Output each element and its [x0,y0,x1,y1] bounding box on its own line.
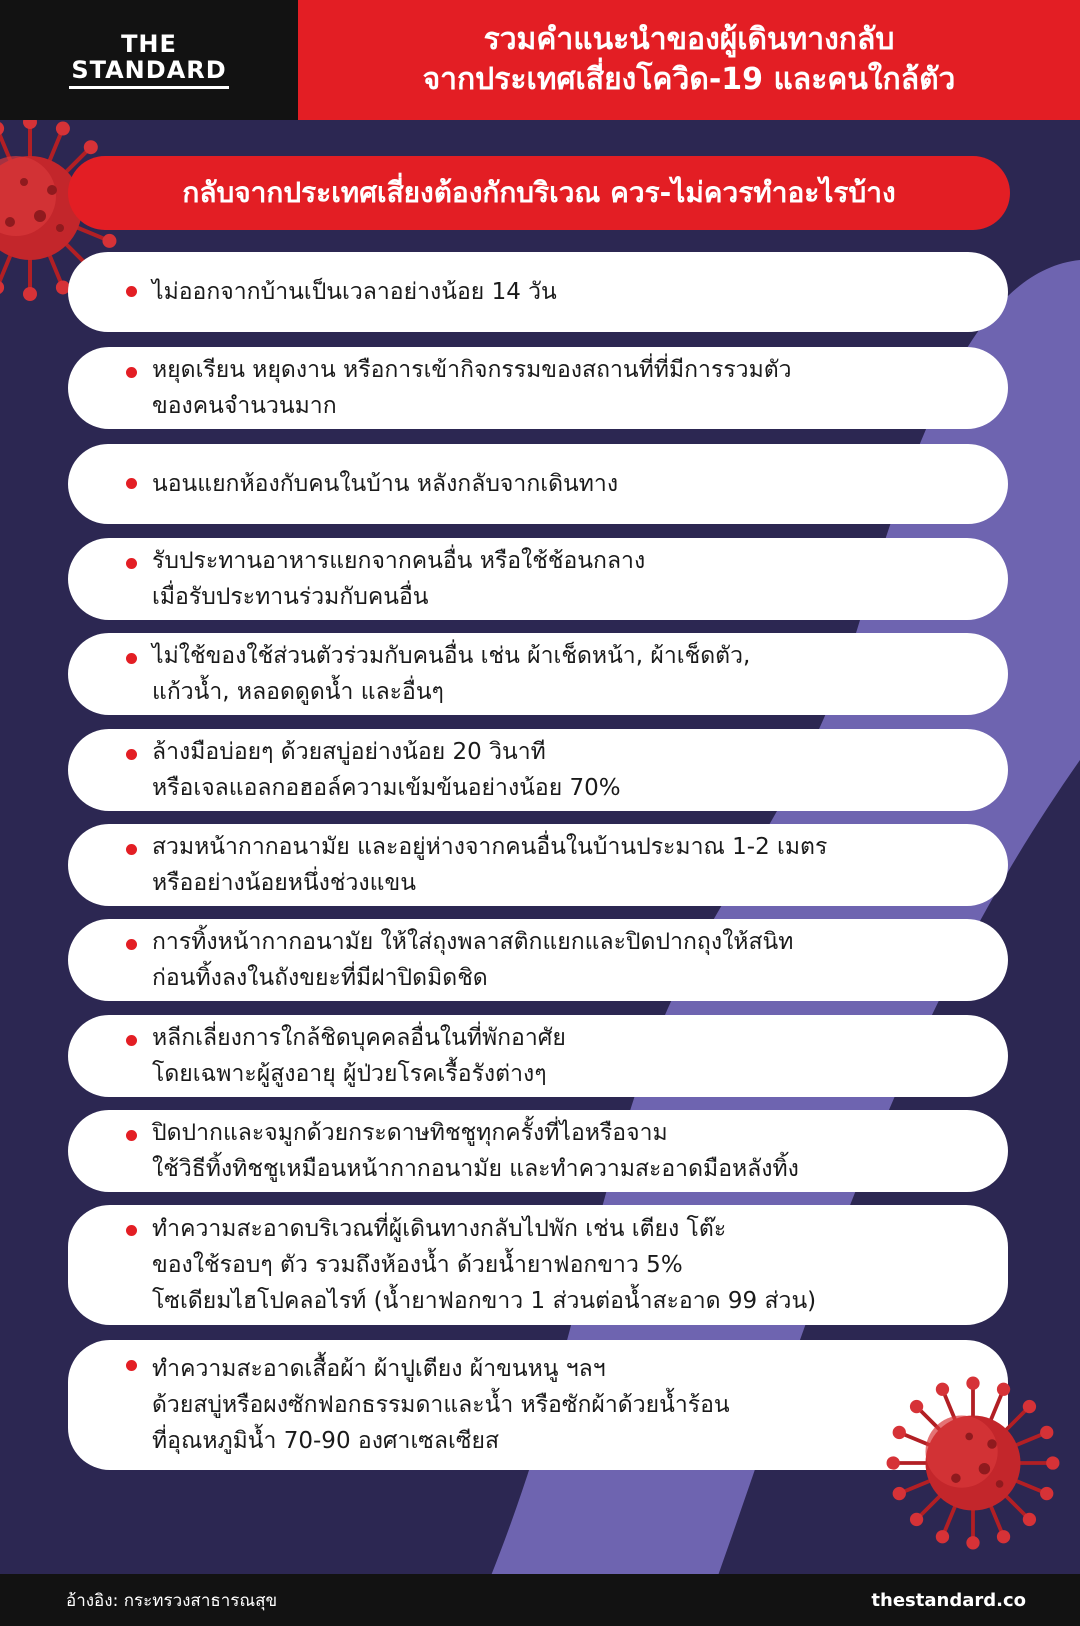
logo-line-standard: STANDARD [71,56,227,84]
list-item-text [152,829,827,901]
bullet-dot-icon [126,1035,137,1046]
list-item [68,538,1008,620]
list-item-line: ของคนจำนวนมาก [152,393,337,419]
list-item [68,633,1008,715]
list-item [68,729,1008,811]
list-item [68,824,1008,906]
list-item [68,347,1008,429]
list-item [68,444,1008,524]
title-line-1: รวมคำแนะนำของผู้เดินทางกลับ [483,22,895,57]
list-item-line: หรืออย่างน้อยหนึ่งช่วงแขน [152,870,416,896]
bullet-dot-icon [126,1225,137,1236]
list-item-line: ทำความสะอาดบริเวณที่ผู้เดินทางกลับไปพัก เช่น เตียง โต๊ะ [152,1216,727,1242]
list-item-line: ทำความสะอาดเสื้อผ้า ผ้าปูเตียง ผ้าขนหนู ฯลฯ [152,1356,606,1382]
list-item-text [152,466,618,502]
header [0,0,1080,120]
list-item-text [152,1211,816,1319]
list-item-line: สวมหน้ากากอนามัย และอยู่ห่างจากคนอื่นในบ้านประมาณ 1-2 เมตร [152,834,828,860]
source-credit: อ้างอิง: กระทรวงสาธารณสุข [66,1590,278,1611]
bullet-dot-icon [126,749,137,760]
bullet-dot-icon [126,558,137,569]
list-item-line: ล้างมือบ่อยๆ ด้วยสบู่อย่างน้อย 20 วินาที [152,739,546,765]
list-item [68,1015,1008,1097]
list-item-line: รับประทานอาหารแยกจากคนอื่น หรือใช้ช้อนกลาง [152,548,646,574]
list-item-line: โซเดียมไฮโปคลอไรท์ (น้ำยาฟอกขาว 1 ส่วนต่อน้ำสะอาด 99 ส่วน) [152,1288,817,1314]
bullet-dot-icon [126,286,137,297]
brand-logo[interactable] [0,0,298,120]
list-item [68,1205,1008,1325]
list-item-line: ปิดปากและจมูกด้วยกระดาษทิชชูทุกครั้งที่ไอหรือจาม [152,1120,668,1146]
list-item-text [152,1351,730,1459]
coronavirus-icon [878,1368,1068,1558]
bullet-dot-icon [126,653,137,664]
list-item-line: หลีกเลี่ยงการใกล้ชิดบุคคลอื่นในที่พักอาศัย [152,1025,566,1051]
bullet-dot-icon [126,367,137,378]
list-item-line: แก้วน้ำ, หลอดดูดน้ำ และอื่นๆ [152,679,444,705]
list-item-line: เมื่อรับประทานร่วมกับคนอื่น [152,584,429,610]
list-item-line: ก่อนทิ้งลงในถังขยะที่มีฝาปิดมิดชิด [152,965,488,991]
list-item-line: ไม่ออกจากบ้านเป็นเวลาอย่างน้อย 14 วัน [152,279,557,305]
list-item-line: การทิ้งหน้ากากอนามัย ให้ใส่ถุงพลาสติกแยกและปิดปากถุงให้สนิท [152,929,794,955]
list-item-text [152,1115,799,1187]
section-banner: กลับจากประเทศเสี่ยงต้องกักบริเวณ ควร-ไม่ควรทำอะไรบ้าง [68,156,1010,230]
list-item-text [152,543,645,615]
bullet-dot-icon [126,478,137,489]
logo-line-the: THE [121,30,177,58]
bullet-dot-icon [126,844,137,855]
list-item-text [152,638,750,710]
list-item-line: โดยเฉพาะผู้สูงอายุ ผู้ป่วยโรคเรื้อรังต่างๆ [152,1061,547,1087]
list-item [68,1110,1008,1192]
site-link[interactable]: thestandard.co [871,1589,1026,1611]
list-item-text [152,352,792,424]
list-item-text [152,1020,566,1092]
page-title [298,0,1080,120]
list-item [68,919,1008,1001]
footer [0,1574,1080,1626]
list-item-text [152,924,793,996]
list-item-line: หยุดเรียน หยุดงาน หรือการเข้ากิจกรรมของสถานที่ที่มีการรวมตัว [152,357,792,383]
logo-underline [69,86,229,89]
list-item-line: หรือเจลแอลกอฮอล์ความเข้มข้นอย่างน้อย 70% [152,775,621,801]
list-item [68,1340,1008,1470]
title-line-2: จากประเทศเสี่ยงโควิด-19 และคนใกล้ตัว [422,62,956,97]
list-item-line: นอนแยกห้องกับคนในบ้าน หลังกลับจากเดินทาง [152,471,619,497]
list-item-line: ที่อุณหภูมิน้ำ 70-90 องศาเซลเซียส [152,1428,499,1454]
list-item-text [152,734,621,806]
bullet-dot-icon [126,939,137,950]
list-item-line: ไม่ใช้ของใช้ส่วนตัวร่วมกับคนอื่น เช่น ผ้าเช็ดหน้า, ผ้าเช็ดตัว, [152,643,751,669]
list-item-line: ของใช้รอบๆ ตัว รวมถึงห้องน้ำ ด้วยน้ำยาฟอกขาว 5% [152,1252,683,1278]
bullet-dot-icon [126,1130,137,1141]
list-item-line: ใช้วิธีทิ้งทิชชูเหมือนหน้ากากอนามัย และทำความสะอาดมือหลังทิ้ง [152,1156,799,1182]
list-item-line: ด้วยสบู่หรือผงซักฟอกธรรมดาและน้ำ หรือซักผ้าด้วยน้ำร้อน [152,1392,730,1418]
list-item-text [152,274,557,310]
list-item [68,252,1008,332]
bullet-dot-icon [126,1360,137,1371]
